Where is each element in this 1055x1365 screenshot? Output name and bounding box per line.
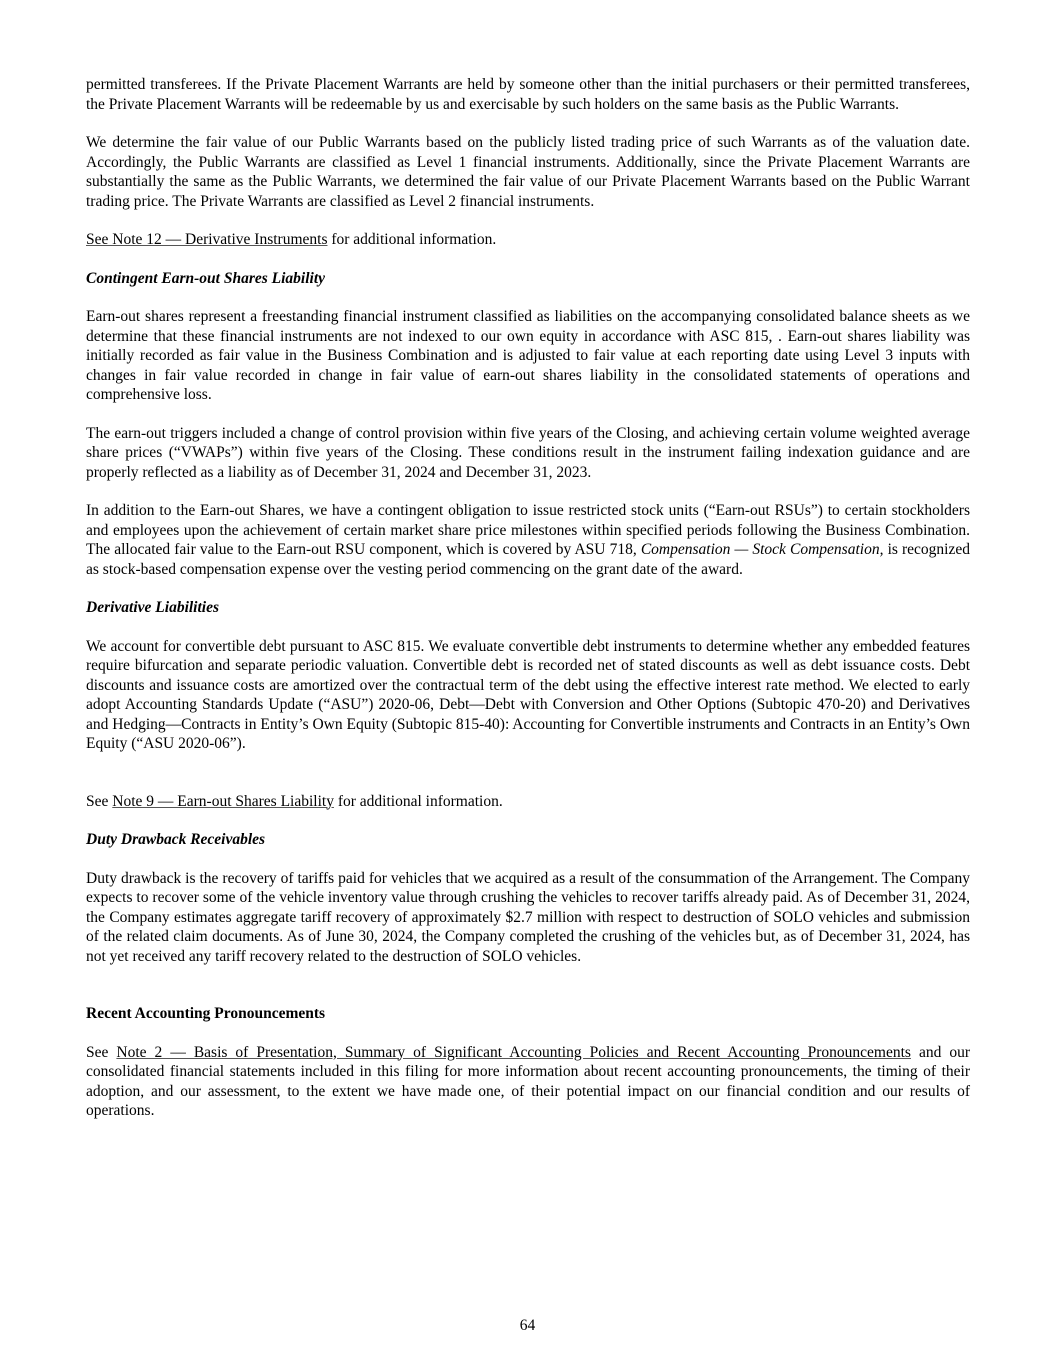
link-note-9[interactable]: Note 9 — Earn-out Shares Liability xyxy=(112,792,334,810)
paragraph-see-note-12 xyxy=(86,230,970,250)
page-number: 64 xyxy=(519,1317,536,1334)
paragraph-private-warrants: permitted transferees. If the Private Placement Warrants are held by someone other than the initial purchasers or their permitted transferees, the Private Placement Warrants will be redeemable by us and exercisable by such holders on the same basis as the Public Warrants. xyxy=(86,76,970,113)
paragraph-fair-value: We determine the fair value of our Public Warrants based on the publicly listed trading price of such Warrants as of the valuation date. Accordingly, the Public Warrants are classified as Level 1 financial instruments. Additionally, since the Private Placement Warrants are substantially the same as the Public Warrants, we determined the fair value of our Private Placement Warrants based on the Public Warrant trading price. The Private Warrants are classified as Level 2 financial instruments. xyxy=(86,134,970,210)
paragraph-recent-pronouncements xyxy=(86,1043,970,1121)
heading-recent-pronouncements: Recent Accounting Pronouncements xyxy=(86,1005,326,1022)
recent-prefix: See xyxy=(86,1043,117,1061)
paragraph-earnout-3 xyxy=(86,501,970,579)
paragraph-earnout-1: Earn-out shares represent a freestanding financial instrument classified as liabilities on the accompanying consolidated balance sheets as we determine that these financial instruments are not indexed to our own equity in accordance with ASC 815, . Earn-out shares liability was initially recorded as fair value in the Business Combination and is adjusted to fair value at each reporting date using Level 3 inputs with changes in fair value recorded in change in fair value of earn-out shares liability in the consolidated statements of operations and comprehensive loss. xyxy=(86,308,970,403)
earnout-3-text-end: is recognized as stock-based compensation expense over the vesting period commencing on the grant date of the award. xyxy=(86,541,970,578)
heading-derivative-liabilities: Derivative Liabilities xyxy=(86,599,220,616)
paragraph-earnout-2: The earn-out triggers included a change of control provision within five years of the Closing, and achieving certain volume weighted average share prices (“VWAPs”) within five years of the Closing. These conditions result in the instrument failing indexation guidance and are properly reflected as a liability as of December 31, 2024 and December 31, 2023. xyxy=(86,424,970,481)
see-note-12-suffix: for additional information. xyxy=(327,231,497,248)
heading-contingent-earnout: Contingent Earn-out Shares Liability xyxy=(86,269,326,287)
paragraph-duty-drawback: Duty drawback is the recovery of tariffs paid for vehicles that we acquired as a result of the consummation of the Arrangement. The Company expects to recover some of the vehicle inventory value through crushing the vehicles to recover tariffs already paid. As of December 31, 2024, the Company estimates aggregate tariff recovery of approximately $2.7 million with respect to destruction of SOLO vehicles and submission of the related claim documents. As of June 30, 2024, the Company completed the crushing of the vehicles but, as of December 31, 2024, has not yet received any tariff recovery related to the destruction of SOLO vehicles. xyxy=(86,869,970,965)
document-page xyxy=(86,75,970,1140)
see-note-9-prefix: See xyxy=(86,792,113,810)
earnout-3-italic: Compensation — Stock Compensation, xyxy=(640,541,884,558)
earnout-3-text: In addition to the Earn-out Shares, we have a contingent obligation to issue restricted stock units (“Earn-out RSUs”) to certain stockholders and employees upon the achievement of certain market share price milestones within specified periods following the Business Combination. The allocated fair value to the Earn-out RSU component, which is covered by ASU 718, xyxy=(86,502,970,558)
heading-duty-drawback: Duty Drawback Receivables xyxy=(86,831,266,848)
paragraph-derivative: We account for convertible debt pursuant to ASC 815. We evaluate convertible debt instruments to determine whether any embedded features require bifurcation and separate periodic valuation. Convertible debt is recorded net of stated discounts as well as debt issuance costs. Debt discounts and issuance costs are amortized over the contractual term of the debt using the effective interest rate method. We elected to early adopt Accounting Standards Update (“ASU”) 2020-06, Debt—Debt with Conversion and Other Options (Subtopic 470-20) and Derivatives and Hedging—Contracts in Entity’s Own Equity (Subtopic 815-40): Accounting for Convertible instruments and Contracts in an Entity’s Own Equity (“ASU 2020-06”). xyxy=(86,637,970,752)
link-note-12[interactable]: See Note 12 — Derivative Instruments xyxy=(86,231,328,248)
link-note-2[interactable]: Note 2 — Basis of Presentation, Summary of Significant Accounting Policies and Recent Accounting Pronouncements xyxy=(116,1043,911,1061)
paragraph-see-note-9 xyxy=(86,792,970,812)
recent-suffix: and our consolidated financial statements included in this filing for more information about recent accounting pronouncements, the timing of their adoption, and our assessment, to the extent we have made one, of their potential impact on our financial condition and our results of operations. xyxy=(86,1043,971,1119)
see-note-9-suffix: for additional information. xyxy=(333,792,503,810)
